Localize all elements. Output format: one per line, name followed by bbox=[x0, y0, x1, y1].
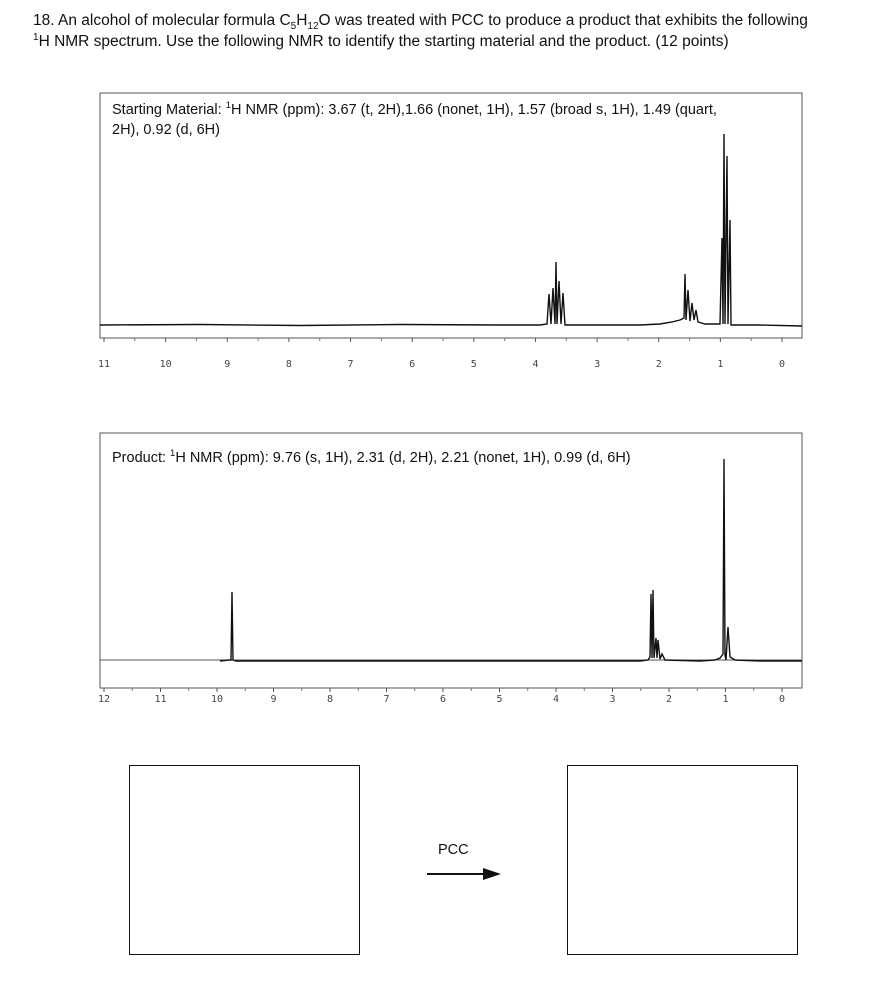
axis-tick-label: 11 bbox=[154, 694, 167, 705]
product-nmr-label: Product: $^1$H NMR (ppm): 9.76 (s, 1H), 2.31 (d, 2H), 2.21 (nonet, 1H), 0.99 (d, 6H) bbox=[112, 448, 631, 466]
axis-tick-label: 6 bbox=[439, 694, 447, 705]
reagent-label: PCC bbox=[438, 842, 469, 858]
axis-tick-label: 8 bbox=[285, 359, 292, 370]
axis-tick-label: 8 bbox=[326, 694, 334, 705]
axis-tick-label: 12 bbox=[97, 694, 111, 705]
axis-tick-label: 6 bbox=[409, 359, 416, 370]
reaction-arrow-icon bbox=[425, 864, 505, 884]
axis-tick-label: 1 bbox=[722, 694, 729, 705]
axis-tick-label: 7 bbox=[347, 359, 354, 370]
product-answer-box[interactable] bbox=[567, 765, 798, 955]
baseline-trace bbox=[220, 459, 802, 661]
axis-tick-label: 0 bbox=[778, 359, 786, 370]
axis-tick-label: 10 bbox=[159, 359, 172, 370]
axis-tick-label: 11 bbox=[97, 359, 111, 370]
axis-tick-label: 1 bbox=[717, 359, 724, 370]
question-text: 18. An alcohol of molecular formula $C_5H_{12}O$ was treated with PCC to produce a product that exhibits the following $^1$H NMR spectrum. Use the following NMR to identify the starting material and the product. (12 points) bbox=[33, 12, 808, 50]
starting-material-spectrum bbox=[0, 88, 888, 388]
axis-tick-label: 5 bbox=[470, 359, 477, 370]
axis-tick-label: 10 bbox=[210, 694, 224, 705]
axis-ticks bbox=[98, 338, 785, 370]
axis-tick-label: 5 bbox=[496, 694, 503, 705]
baseline-trace bbox=[100, 134, 802, 326]
starting-material-answer-box[interactable] bbox=[129, 765, 360, 955]
axis-tick-label: 9 bbox=[270, 694, 277, 705]
axis-tick-label: 2 bbox=[655, 359, 662, 370]
axis-tick-label: 9 bbox=[224, 359, 231, 370]
axis-tick-label: 7 bbox=[383, 694, 390, 705]
axis-tick-label: 2 bbox=[665, 694, 673, 705]
axis-tick-label: 3 bbox=[609, 694, 616, 705]
product-spectrum bbox=[0, 428, 888, 728]
axis-tick-label: 3 bbox=[594, 359, 601, 370]
molecular-formula: $C_5H_{12}O$ bbox=[279, 12, 331, 33]
spectrum-frame bbox=[100, 433, 802, 688]
axis-tick-label: 4 bbox=[552, 694, 560, 705]
question-number: 18. bbox=[33, 12, 55, 29]
axis-ticks bbox=[98, 688, 785, 705]
product-nmr-plot bbox=[0, 428, 888, 728]
axis-tick-label: 0 bbox=[778, 694, 786, 705]
axis-tick-label: 4 bbox=[532, 359, 539, 370]
starting-material-nmr-label: Starting Material: $^1$H NMR (ppm): 3.67 (t, 2H),1.66 (nonet, 1H), 1.57 (broad s, 1H), 1.49 (quart, 2H), 0.92 (d, 6H) bbox=[112, 100, 717, 138]
